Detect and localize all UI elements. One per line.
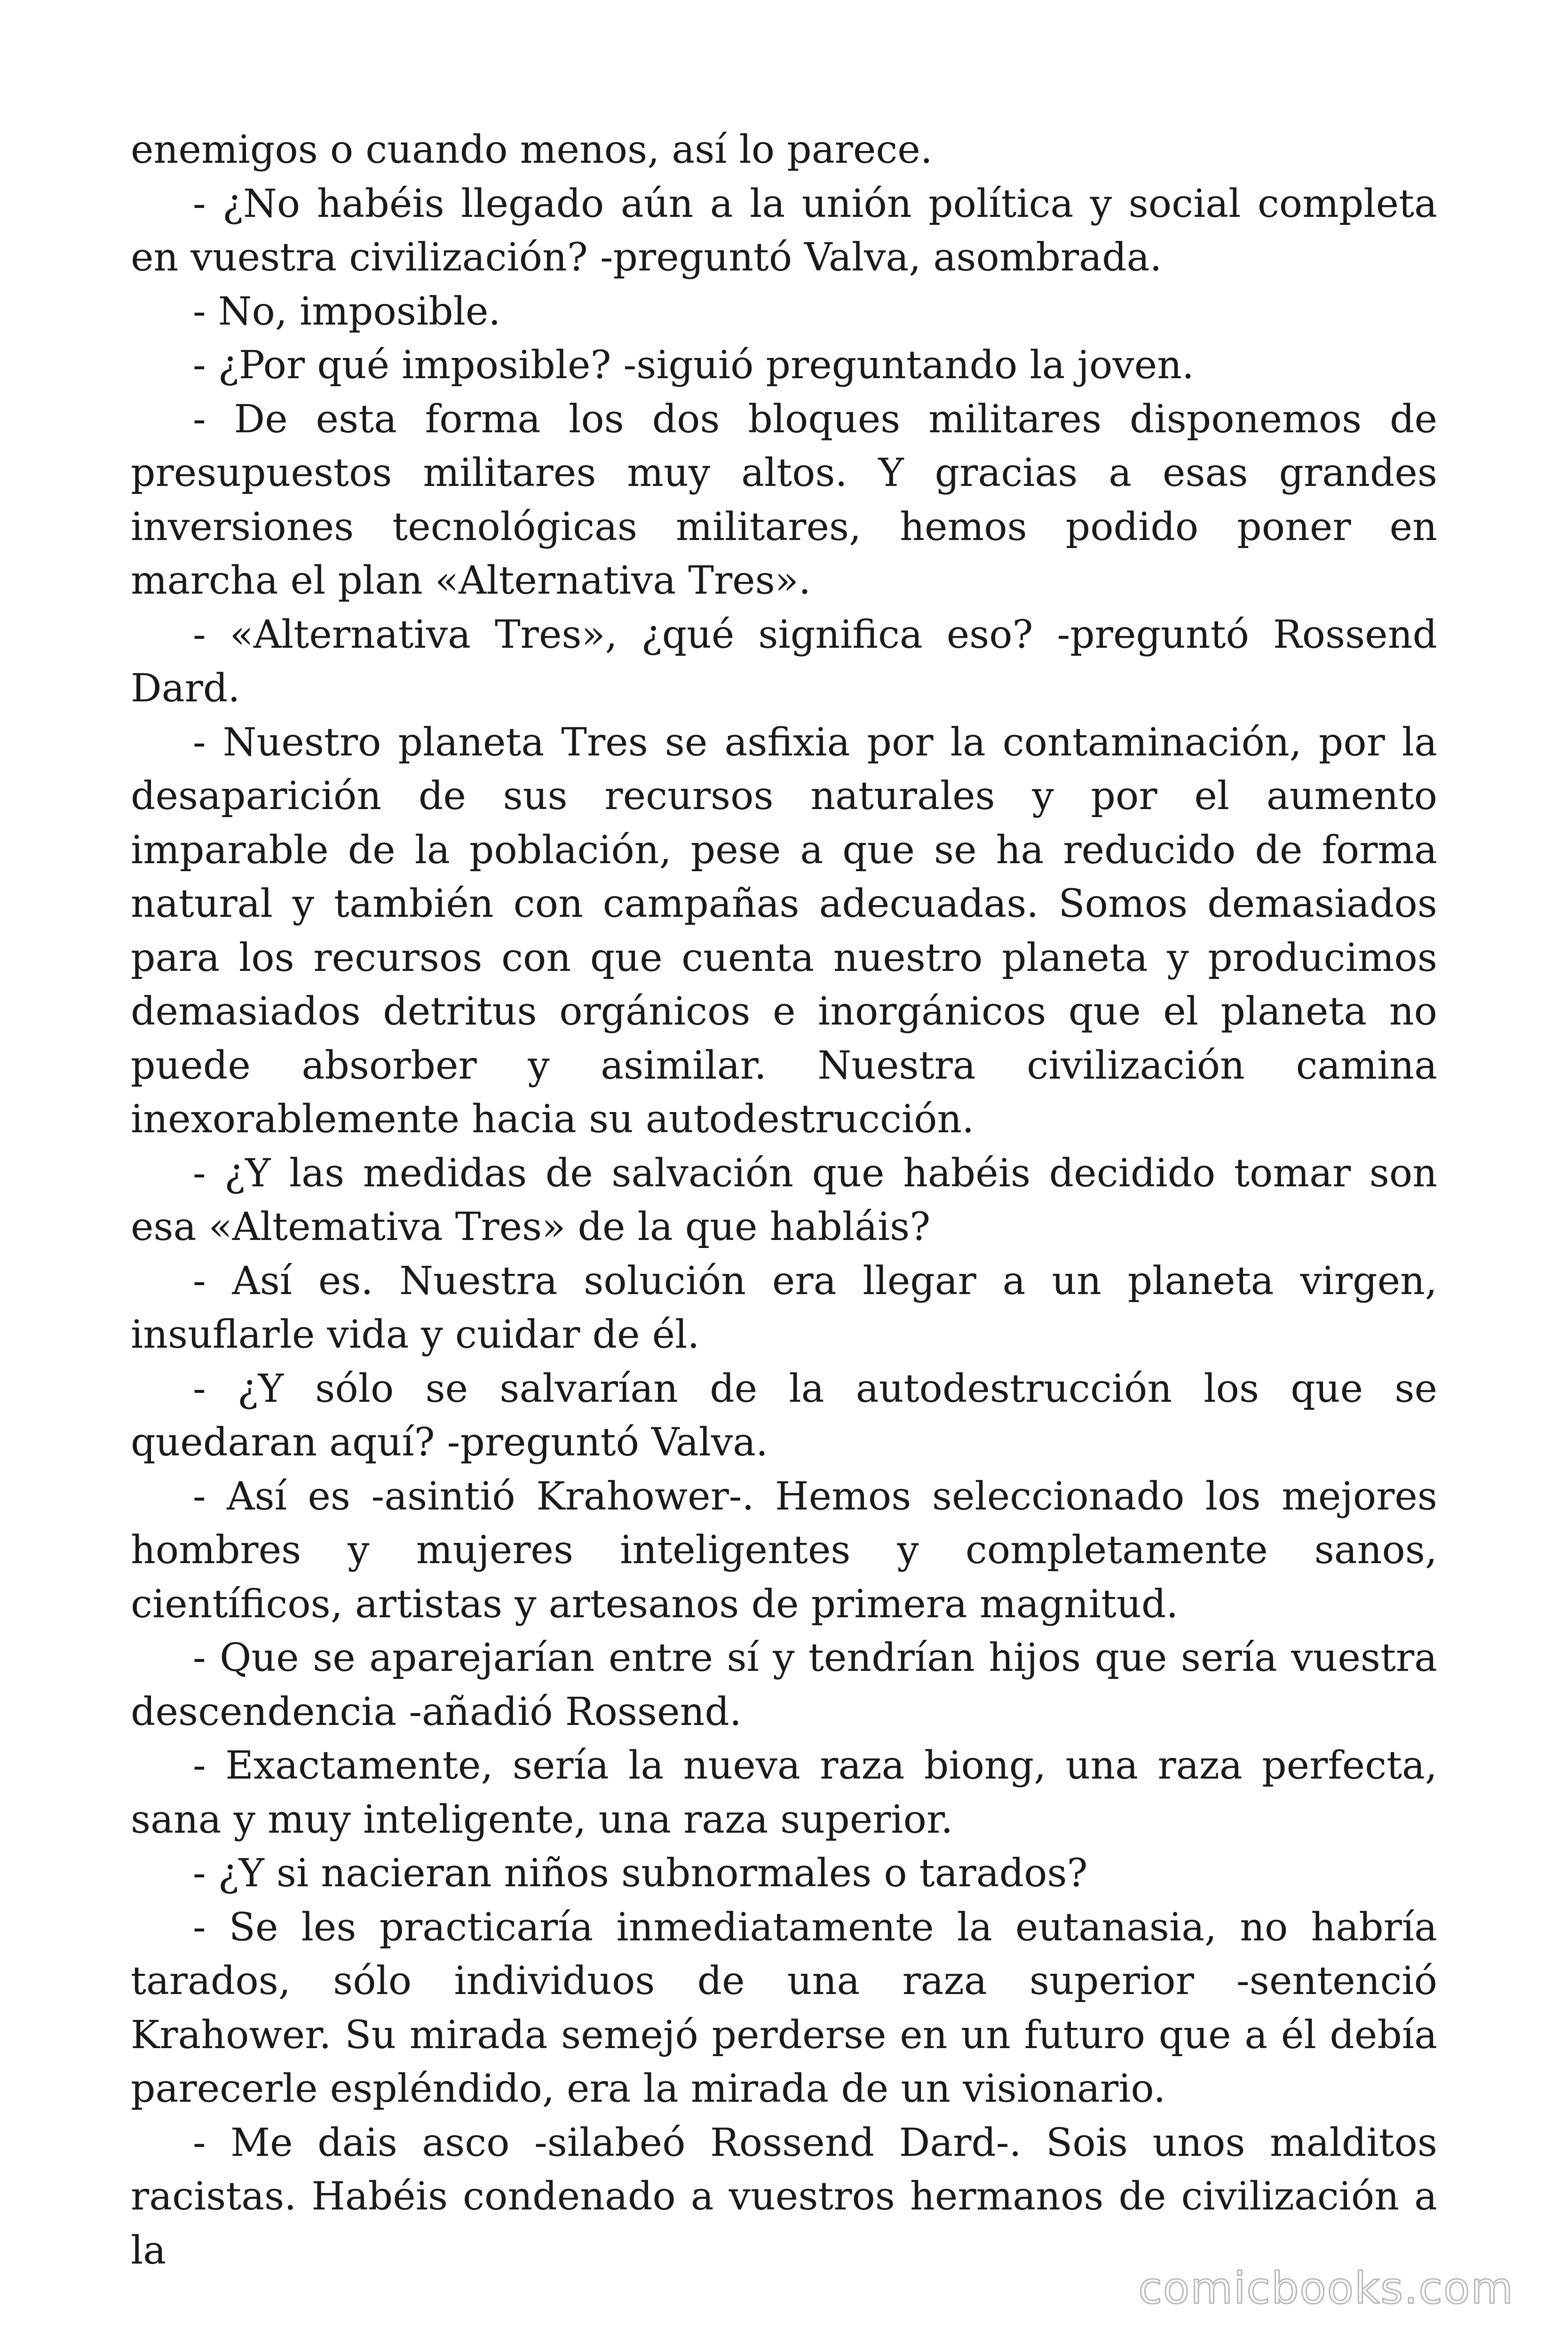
paragraph: - De esta forma los dos bloques militares disponemos de presupuestos militares muy altos. Y gracias a esas grandes inversiones tecnológicas militares, hemos podido poner en marcha el plan «Alternativa Tres». xyxy=(131,397,1437,603)
paragraph: - Exactamente, sería la nueva raza biong, una raza perfecta, sana y muy inteligente, una raza superior. xyxy=(131,1743,1437,1842)
paragraph: - Nuestro planeta Tres se asfixia por la contaminación, por la desaparición de sus recursos naturales y por el aumento imparable de la población, pese a que se ha reducido de forma natural y también con campañas adecuadas. Somos demasiados para los recursos con que cuenta nuestro planeta y producimos demasiados detritus orgánicos e inorgánicos que el planeta no puede absorber y asimilar. Nuestra civilización camina inexorablemente hacia su autodestrucción. xyxy=(131,720,1437,1142)
paragraph: - ¿Y las medidas de salvación que habéis decidido tomar son esa «Altemativa Tres» de la que habláis? xyxy=(131,1151,1437,1249)
paragraph: - Me dais asco -silabeó Rossend Dard-. Sois unos malditos racistas. Habéis condenado a vuestros hermanos de civilización a la xyxy=(131,2120,1437,2273)
paragraph: - Así es -asintió Krahower-. Hemos seleccionado los mejores hombres y mujeres inteligentes y completamente sanos, científicos, artistas y artesanos de primera magnitud. xyxy=(131,1474,1437,1627)
paragraph: enemigos o cuando menos, así lo parece. xyxy=(131,127,933,172)
paragraph: - ¿Y sólo se salvarían de la autodestrucción los que se quedaran aquí? -preguntó Valva. xyxy=(131,1366,1437,1465)
paragraph: - ¿Y si nacieran niños subnormales o tarados? xyxy=(193,1851,1088,1896)
paragraph: - ¿Por qué imposible? -siguió preguntando la joven. xyxy=(193,343,1195,388)
paragraph: - Se les practicaría inmediatamente la eutanasia, no habría tarados, sólo individuos de una raza superior -sentenció Krahower. Su mirada semejó perderse en un futuro que a él debía parecerle espléndido, era la mirada de un visionario. xyxy=(131,1905,1437,2111)
watermark: comicbooks.com xyxy=(1138,2263,1514,2313)
paragraph: - «Alternativa Tres», ¿qué significa eso? -preguntó Rossend Dard. xyxy=(131,612,1437,711)
paragraph: - ¿No habéis llegado aún a la unión política y social completa en vuestra civilización? -preguntó Valva, asombrada. xyxy=(131,181,1437,280)
paragraph: - Así es. Nuestra solución era llegar a un planeta virgen, insuflarle vida y cuidar de él. xyxy=(131,1258,1437,1357)
page-text-body xyxy=(131,123,1437,2278)
paragraph: - No, imposible. xyxy=(193,289,501,334)
paragraph: - Que se aparejarían entre sí y tendrían hijos que sería vuestra descendencia -añadió Rossend. xyxy=(131,1636,1437,1734)
